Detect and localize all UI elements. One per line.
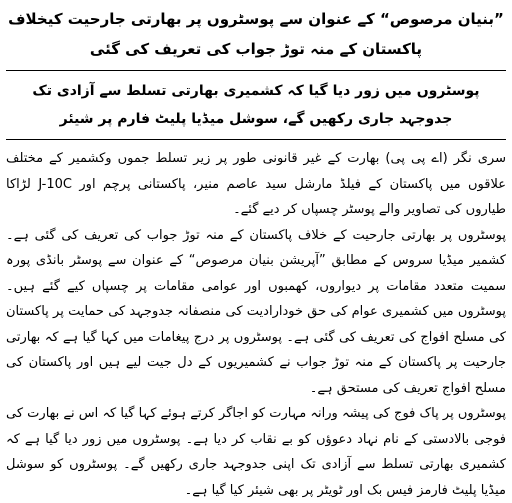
article-paragraph-army: پوسٹروں پر پاک فوج کی پیشہ ورانہ مہارت کو اجاگر کرتے ہوئے کہا گیا کہ اس نے بھارت کی فوجی بالادستی کے نام نہاد دعوؤں کو بے نقاب کر دیا ہے۔ پوسٹروں میں زور دیا گیا ہے کہ کشمیری بھارتی تسلط سے آزادی تک اپنی جدوجہد جاری رکھیں گے۔ پوسٹروں کو سوشل میڈیا پلیٹ فارمز فیس بک اور ٹویٹر پر بھی شیئر کیا گیا ہے۔ [6, 406, 506, 498]
headline-divider [6, 70, 506, 71]
subheadline-divider [6, 139, 506, 140]
article-body [6, 146, 506, 503]
news-article-clipping [6, 4, 506, 503]
article-paragraph-posters: پوسٹروں پر بھارتی جارحیت کے خلاف پاکستان کے منہ توڑ جواب کی تعریف کی گئی ہے۔ کشمیر میڈیا سروس کے مطابق ”آپریشن بنیان مرصوص“ کے عنوان سے پوسٹر بانڈی پورہ سمیت متعدد مقامات پر دیواروں، کھمبوں اور عوامی مقامات پر چسپاں کیے گئے ہیں۔ پوسٹروں میں کشمیری عوام کی حق خودارادیت کی منصفانہ جدوجہد کی حمایت پر پاکستان کی مسلح افواج کی تعریف کی گئی ہے۔ پوسٹروں پر درج پیغامات میں کہا گیا ہے کہ بھارتی جارحیت پر پاکستان کے منہ توڑ جواب نے کشمیریوں کے دل جیت لیے ہیں اور پاکستان کی مسلح افواج تعریف کی مستحق ہے۔ [6, 227, 506, 396]
subheadline: پوسٹروں میں زور دیا گیا کہ کشمیری بھارتی تسلط سے آزادی تک جدوجہد جاری رکھیں گے، سوشل میڈیا پلیٹ فارم پر شیئر [32, 83, 480, 127]
headline: ”بنیان مرصوص“ کے عنوان سے پوسٹروں پر بھارتی جارحیت کیخلاف پاکستان کے منہ توڑ جواب کی تعریف کی گئی [8, 10, 504, 58]
article-paragraph-dateline: سری نگر (اے پی پی) بھارت کے غیر قانونی طور پر زیر تسلط جموں وکشمیر کے مختلف علاقوں میں پاکستان کے فیلڈ مارشل سید عاصم منیر، پاکستانی پرچم اور J-10C لڑاکا طیاروں کی تصاویر والے پوسٹر چسپاں کر دیے گئے۔ [6, 151, 507, 217]
